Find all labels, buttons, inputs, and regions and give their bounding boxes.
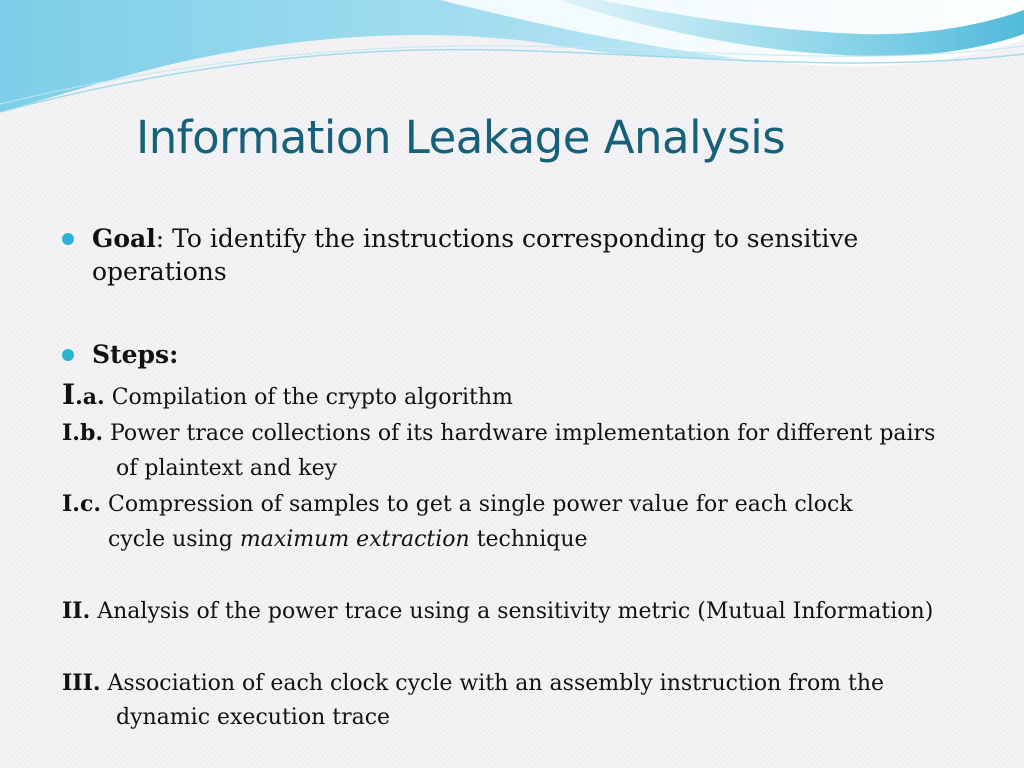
step-ia-text: Compilation of the crypto algorithm [111,385,513,410]
step-iii [62,666,884,701]
step-ia-label-big: I [62,378,76,411]
step-ii [62,594,933,629]
steps-label: Steps: [92,340,179,369]
step-ia [62,378,513,415]
step-ic-line2 [108,523,588,557]
step-ii-text: Analysis of the power trace using a sensitivity metric (Mutual Information) [97,599,934,624]
step-iii-text-line1: Association of each clock cycle with an assembly instruction from the [107,671,885,696]
step-ic [62,487,853,522]
step-ii-label: II. [62,598,91,624]
step-ib-text-line1: Power trace collections of its hardware implementation for different pairs [110,421,936,446]
step-ic-text-line1: Compression of samples to get a single power value for each clock [108,492,853,517]
goal-text-line2: operations [92,257,227,286]
bullet-dot-icon [62,349,74,361]
step-ib-text-line2: of plaintext and key [116,456,338,481]
bullet-dot-icon [62,233,74,245]
step-ic-text-line2-post: technique [469,527,588,552]
step-iii-label: III. [62,670,101,696]
step-ib-label: I.b. [62,420,103,446]
step-ic-text-line2-pre: cycle using [108,527,240,552]
step-ic-label: I.c. [62,491,102,517]
step-ic-text-line2-em: maximum extraction [239,527,470,552]
goal-text-line1: : To identify the instructions corresponding to sensitive [155,224,859,253]
step-ib [62,416,935,451]
step-iii-text-line2: dynamic execution trace [116,705,391,730]
step-ia-label-rest: .a. [75,384,105,410]
slide-title: Information Leakage Analysis [136,111,786,164]
goal-label: Goal [92,224,156,253]
